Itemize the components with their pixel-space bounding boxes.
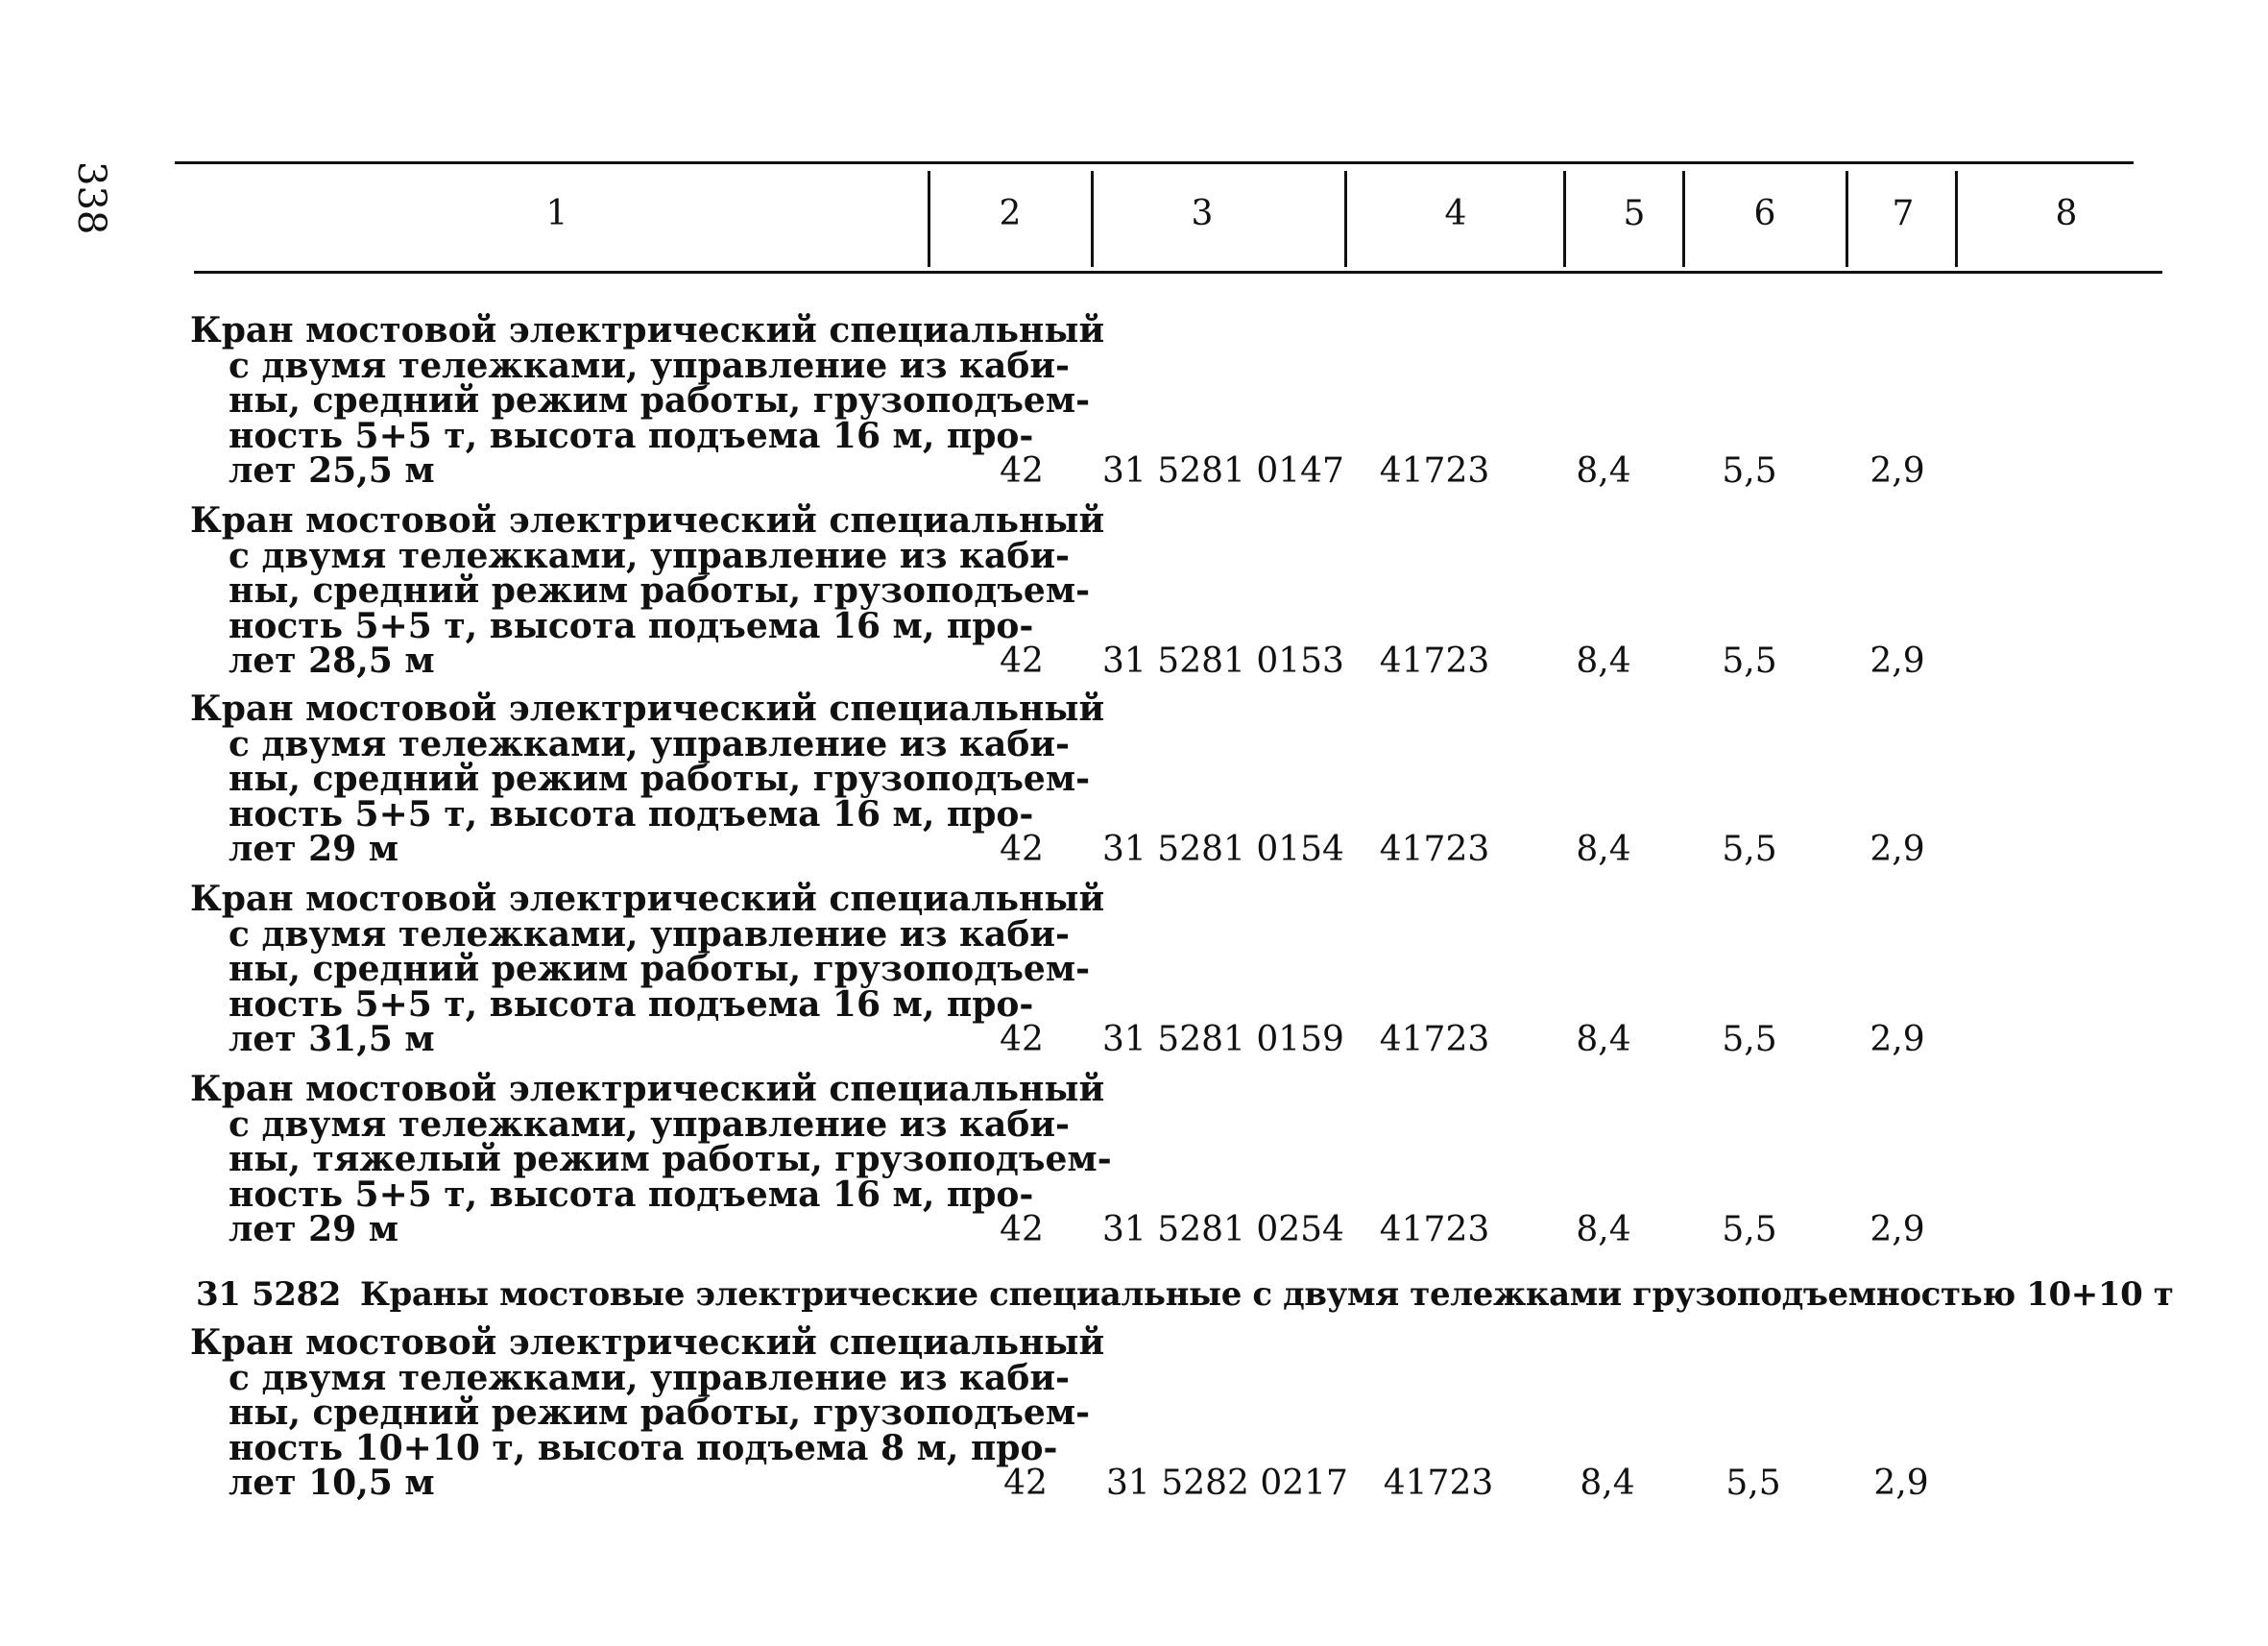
cell-col-7: 2,9 — [1870, 641, 1925, 681]
cell-col-4: 41723 — [1379, 1020, 1490, 1059]
group-heading — [196, 1275, 2173, 1314]
cell-col-6: 5,5 — [1722, 641, 1777, 681]
cell-col-2: 42 — [1000, 451, 1044, 491]
column-divider — [1344, 171, 1347, 267]
column-divider — [1682, 171, 1685, 267]
column-divider — [1955, 171, 1958, 267]
description-line: ность 5+5 т, высота подъема 16 м, про- — [229, 1174, 1034, 1215]
cell-col-3: 31 5282 0217 — [1106, 1464, 1348, 1503]
description-line: с двумя тележками, управление из каби- — [229, 345, 1070, 386]
column-header-4: 4 — [1444, 194, 1467, 233]
description-line: с двумя тележками, управление из каби- — [229, 1103, 1070, 1145]
description-line: ны, средний режим работы, грузоподъем- — [229, 1392, 1091, 1433]
column-header-2: 2 — [999, 194, 1022, 233]
description-line: Кран мостовой электрический специальный — [190, 1069, 1105, 1109]
table-top-rule — [175, 161, 2134, 164]
column-divider — [1846, 171, 1848, 267]
description-line: Кран мостовой электрический специальный — [190, 1322, 1105, 1363]
column-header-6: 6 — [1753, 194, 1776, 233]
page-number: 338 — [69, 161, 113, 235]
cell-col-2: 42 — [1003, 1464, 1048, 1503]
description-line: с двумя тележками, управление из каби- — [229, 913, 1070, 955]
column-header-7: 7 — [1892, 194, 1915, 233]
description-line: ность 5+5 т, высота подъема 16 м, про- — [229, 605, 1034, 646]
cell-col-3: 31 5281 0147 — [1102, 451, 1344, 491]
description-line: с двумя тележками, управление из каби- — [229, 723, 1070, 764]
description-line: ность 5+5 т, высота подъема 16 м, про- — [229, 415, 1034, 456]
column-divider — [1563, 171, 1566, 267]
cell-col-2: 42 — [1000, 830, 1044, 869]
description-line: лет 10,5 м — [229, 1463, 435, 1503]
cell-col-5: 8,4 — [1576, 1020, 1631, 1059]
column-header-3: 3 — [1191, 194, 1214, 233]
cell-col-3: 31 5281 0153 — [1102, 641, 1344, 681]
description-line: лет 29 м — [229, 1209, 399, 1249]
column-header-8: 8 — [2055, 194, 2078, 233]
column-header-5: 5 — [1623, 194, 1646, 233]
cell-col-6: 5,5 — [1725, 1464, 1781, 1503]
cell-col-3: 31 5281 0254 — [1102, 1210, 1344, 1249]
description-line: лет 29 м — [229, 829, 399, 869]
column-divider — [928, 171, 930, 267]
description-line: ны, средний режим работы, грузоподъем- — [229, 949, 1091, 989]
cell-col-5: 8,4 — [1580, 1464, 1635, 1503]
description-line: ность 10+10 т, высота подъема 8 м, про- — [229, 1427, 1058, 1468]
description-line: Кран мостовой электрический специальный — [190, 879, 1105, 919]
cell-col-6: 5,5 — [1722, 451, 1777, 491]
cell-col-4: 41723 — [1379, 1210, 1490, 1249]
group-code: 31 5282 — [196, 1275, 341, 1314]
cell-col-2: 42 — [1000, 1020, 1044, 1059]
cell-col-4: 41723 — [1383, 1464, 1494, 1503]
description-line: Кран мостовой электрический специальный — [190, 310, 1105, 351]
column-divider — [1091, 171, 1094, 267]
cell-col-2: 42 — [1000, 1210, 1044, 1249]
description-line: ны, средний режим работы, грузоподъем- — [229, 380, 1091, 421]
table-header-rule — [194, 271, 2162, 274]
cell-col-6: 5,5 — [1722, 830, 1777, 869]
description-line: лет 31,5 м — [229, 1019, 435, 1059]
cell-col-7: 2,9 — [1870, 1210, 1925, 1249]
description-line: Кран мостовой электрический специальный — [190, 500, 1105, 541]
description-line: Кран мостовой электрический специальный — [190, 689, 1105, 729]
cell-col-4: 41723 — [1379, 830, 1490, 869]
cell-col-2: 42 — [1000, 641, 1044, 681]
group-title: Краны мостовые электрические специальные с двумя тележками грузоподъемностью 10+10 т — [359, 1275, 2174, 1314]
cell-col-3: 31 5281 0159 — [1102, 1020, 1344, 1059]
cell-col-3: 31 5281 0154 — [1102, 830, 1344, 869]
column-header-1: 1 — [545, 194, 568, 233]
description-line: с двумя тележками, управление из каби- — [229, 535, 1070, 576]
cell-col-5: 8,4 — [1576, 641, 1631, 681]
cell-col-7: 2,9 — [1870, 451, 1925, 491]
description-line: ны, средний режим работы, грузоподъем- — [229, 759, 1091, 799]
cell-col-4: 41723 — [1379, 451, 1490, 491]
description-line: лет 28,5 м — [229, 641, 435, 681]
cell-col-5: 8,4 — [1576, 451, 1631, 491]
cell-col-6: 5,5 — [1722, 1020, 1777, 1059]
description-line: ность 5+5 т, высота подъема 16 м, про- — [229, 983, 1034, 1025]
cell-col-5: 8,4 — [1576, 830, 1631, 869]
description-line: ны, средний режим работы, грузоподъем- — [229, 570, 1091, 611]
description-line: лет 25,5 м — [229, 450, 435, 491]
cell-col-7: 2,9 — [1870, 1020, 1925, 1059]
cell-col-4: 41723 — [1379, 641, 1490, 681]
cell-col-7: 2,9 — [1873, 1464, 1929, 1503]
cell-col-5: 8,4 — [1576, 1210, 1631, 1249]
description-line: ны, тяжелый режим работы, грузоподъем- — [229, 1139, 1112, 1179]
cell-col-6: 5,5 — [1722, 1210, 1777, 1249]
description-line: с двумя тележками, управление из каби- — [229, 1357, 1070, 1398]
description-line: ность 5+5 т, высота подъема 16 м, про- — [229, 793, 1034, 835]
cell-col-7: 2,9 — [1870, 830, 1925, 869]
